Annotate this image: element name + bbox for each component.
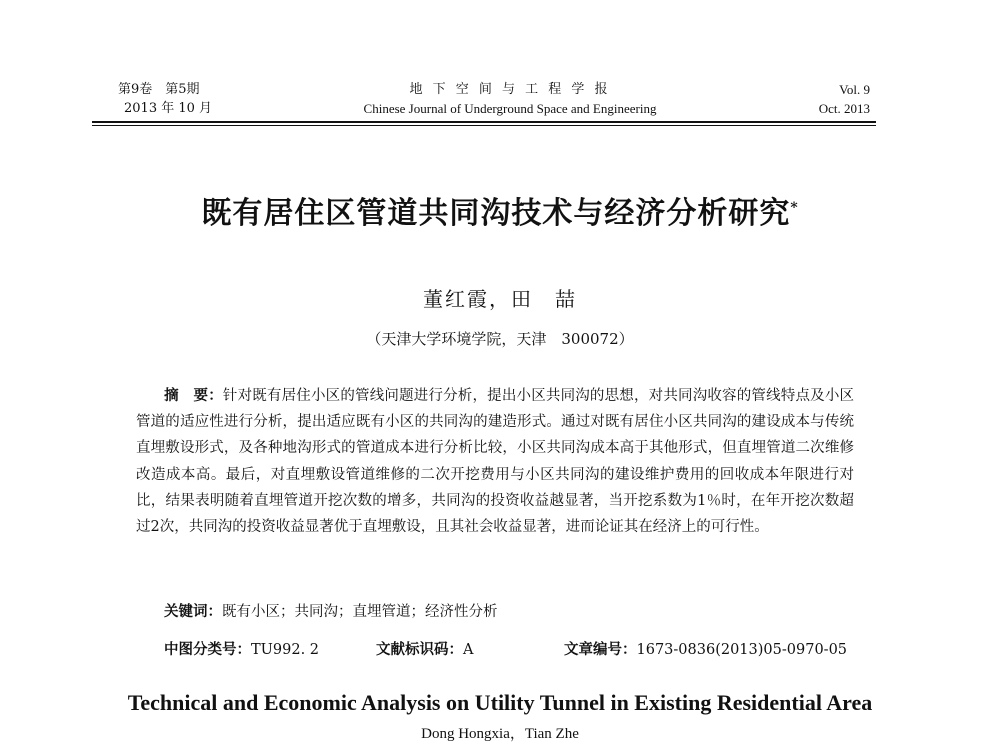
affiliation: （天津大学环境学院，天津 300072） <box>366 330 634 348</box>
clc-value: TU992. 2 <box>251 642 320 658</box>
issue-info-en <box>790 80 870 118</box>
paper-title <box>0 188 1000 232</box>
issue-info <box>118 80 288 118</box>
keywords <box>164 600 864 621</box>
authors: 董红霞，田 喆 <box>423 287 577 311</box>
doc-code-value: A <box>463 642 474 658</box>
paper-title-text: 既有居住区管道共同沟技术与经济分析研究 <box>201 196 791 231</box>
volume-issue: 第9卷 第5期 <box>118 82 200 97</box>
keywords-text: 既有小区；共同沟；直埋管道；经济性分析 <box>222 604 498 620</box>
volume-en: Vol. 9 <box>839 82 870 97</box>
abstract-text: 针对既有居住小区的管线问题进行分析，提出小区共同沟的思想，对共同沟收容的管线特点及小区管道的适应性进行分析，提出适应既有小区的共同沟的建造形式。通过对既有居住小区共同沟的建设成本与传统直埋敷设形式，及各种地沟形式的管道成本进行分析比较，小区共同沟成本高于其他形式，但直埋管道二次维修改造成本高。最后，对直埋敷设管道维修的二次开挖费用与小区共同沟的建设维护费用的回收成本年限进行对比，结果表明随着直埋管道开挖次数的增多，共同沟的投资收益越显著，当开挖系数为1％时，在年开挖次数超过2次，共同沟的投资收益显著优于直埋敷设，且其社会收益显著，进而论证其在经济上的可行性。 <box>136 388 854 536</box>
english-authors: Dong Hongxia，Tian Zhe <box>421 726 579 742</box>
article-number <box>564 638 847 659</box>
journal-name-cn: 地 下 空 间 与 工 程 学 报 <box>409 82 611 97</box>
article-number-value: 1673-0836(2013)05-0970-05 <box>636 642 848 658</box>
clc-label: 中图分类号： <box>164 641 251 658</box>
document-code <box>376 638 473 659</box>
journal-name <box>300 80 720 118</box>
title-footnote-mark: * <box>790 200 799 216</box>
header-rule-thin <box>92 125 876 126</box>
clc-number <box>164 638 319 659</box>
journal-name-en: Chinese Journal of Underground Space and Engineering <box>363 101 657 116</box>
doc-code-label: 文献标识码： <box>376 641 463 658</box>
keywords-label: 关键词： <box>164 603 222 620</box>
abstract-label: 摘 要： <box>164 387 223 404</box>
article-number-label: 文章编号： <box>564 641 637 658</box>
date-en: Oct. 2013 <box>818 101 870 116</box>
abstract <box>136 383 854 540</box>
header-rule <box>92 121 876 123</box>
english-title: Technical and Economic Analysis on Utility Tunnel in Existing Residential Area <box>127 690 873 715</box>
issue-date: 2013 年 10 月 <box>124 101 213 116</box>
